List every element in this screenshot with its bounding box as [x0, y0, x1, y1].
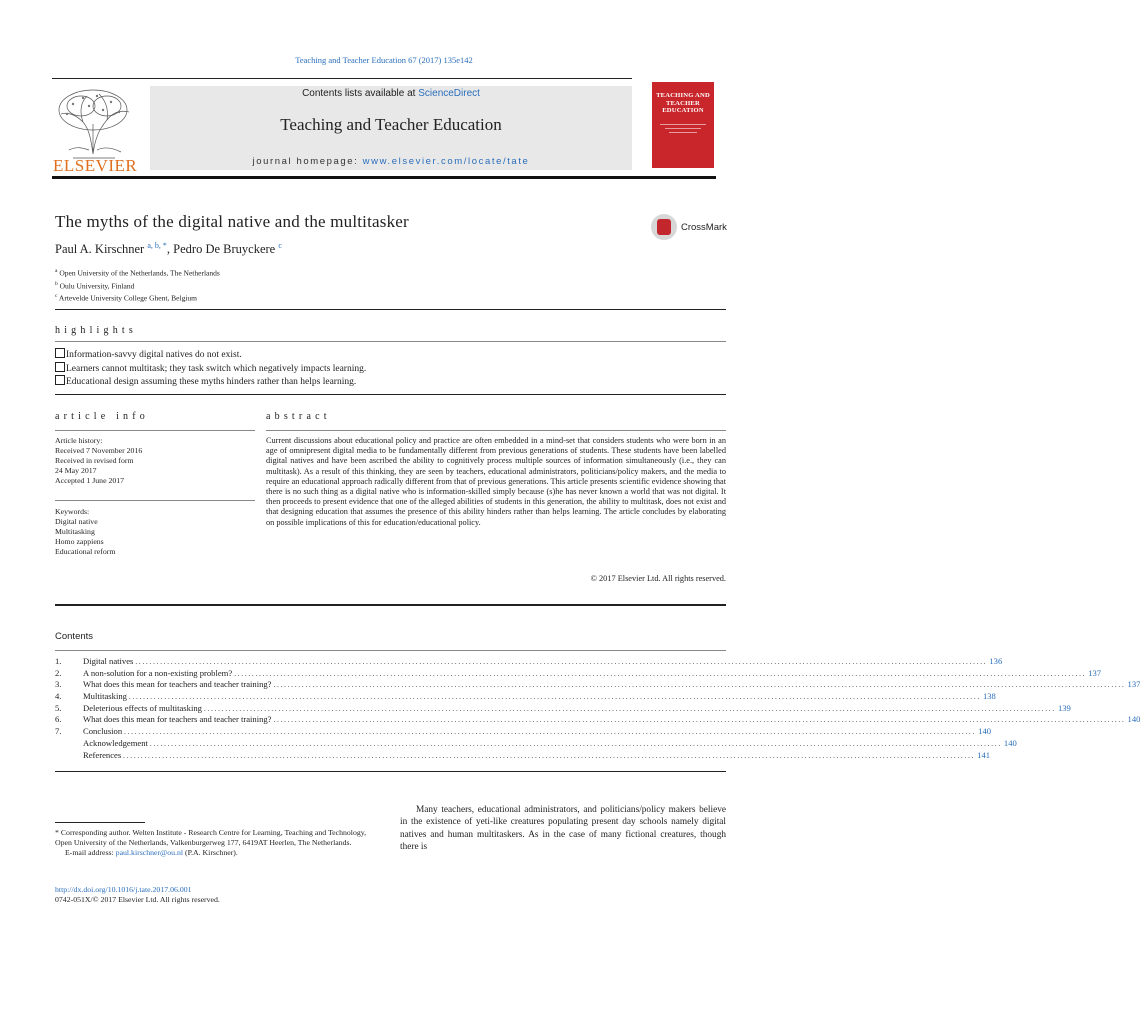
history-item: Received in revised form: [55, 456, 134, 465]
keyword: Digital native: [55, 517, 98, 526]
masthead-top-rule: [52, 78, 632, 79]
author-line: [55, 241, 282, 257]
abstract-heading: abstract: [266, 411, 331, 422]
keywords-rule: [55, 500, 255, 501]
toc-page-link[interactable]: 141: [977, 749, 991, 760]
footnote: [55, 828, 380, 858]
history-item: Received 7 November 2016: [55, 446, 143, 455]
article-info: [55, 436, 255, 557]
highlights-bottom-rule: [55, 394, 726, 395]
homepage-link[interactable]: www.elsevier.com/locate/tate: [362, 156, 530, 167]
affiliation: $^c$ Artevelde University College Ghent, Belgium: [55, 293, 198, 303]
contents-top-rule: [55, 650, 726, 651]
affiliations: [55, 266, 220, 304]
toc-page-link[interactable]: 140: [978, 726, 992, 737]
footnote-rule: [55, 822, 145, 823]
history-label: Article history:: [55, 436, 103, 445]
contents-bottom-rule: [55, 771, 726, 772]
toc-entry[interactable]: 4. Multitasking ................................................................................................................................................................................................................................................ 138: [55, 691, 996, 702]
abstract-bottom-rule: [55, 604, 726, 606]
toc-page-link[interactable]: 139: [1057, 702, 1071, 713]
keyword: Homo zappiens: [55, 537, 104, 546]
journal-cover[interactable]: [652, 82, 714, 168]
crossmark-icon: [651, 214, 677, 240]
abstract-copyright: © 2017 Elsevier Ltd. All rights reserved.: [590, 574, 726, 583]
author-name: Pedro De Bruyckere: [173, 242, 276, 257]
doi-block: [55, 885, 220, 905]
toc-entry[interactable]: Acknowledgement ................................................................................................................................................................................................................................................ 140: [83, 737, 1017, 748]
toc-entry[interactable]: 1. Digital natives ................................................................................................................................................................................................................................................ 136: [55, 656, 1003, 666]
author-marks[interactable]: a, b, *: [147, 241, 167, 250]
email-line: E-mail address: paul.kirschner@ou.nl (P.A. Kirschner).: [65, 848, 238, 857]
toc-entry[interactable]: 6. What does this mean for teachers and teacher training? ................................................................................................................................................................................................................................................ 140: [55, 714, 1140, 725]
contents-available-line: Contents lists available at ScienceDirect: [302, 88, 480, 99]
table-of-contents: [55, 656, 1140, 761]
cover-subtitle-lines: [660, 124, 706, 136]
bullet-icon: [55, 375, 65, 385]
journal-homepage: journal homepage: www.elsevier.com/locate/tate: [252, 156, 530, 167]
affiliation: $^b$ Oulu University, Finland: [55, 280, 135, 290]
cover-title: TEACHING AND TEACHER EDUCATION: [656, 92, 710, 114]
toc-entry[interactable]: References ................................................................................................................................................................................................................................................ 141: [83, 749, 991, 760]
info-rule: [55, 430, 255, 431]
crossmark-button[interactable]: [651, 214, 726, 244]
abstract-rule: [266, 430, 726, 431]
doi-link[interactable]: http://dx.doi.org/10.1016/j.tate.2017.06.001: [55, 885, 192, 894]
crossmark-label: CrossMark: [681, 222, 727, 233]
toc-entry[interactable]: 7. Conclusion ................................................................................................................................................................................................................................................ 140: [55, 726, 992, 737]
highlights-heading: highlights: [55, 325, 138, 336]
keyword: Multitasking: [55, 527, 95, 536]
history-item: Accepted 1 June 2017: [55, 476, 125, 485]
publisher-wordmark: ELSEVIER: [53, 156, 138, 175]
email-link[interactable]: paul.kirschner@ou.nl: [115, 848, 184, 857]
toc-entry[interactable]: 3. What does this mean for teachers and teacher training? ................................................................................................................................................................................................................................................ 137: [55, 679, 1140, 690]
toc-page-link[interactable]: 136: [989, 656, 1003, 666]
journal-reference[interactable]: Teaching and Teacher Education 67 (2017) 135e142: [295, 55, 473, 65]
highlight-item: Information-savvy digital natives do not exist.: [55, 348, 366, 362]
masthead-bottom-rule: [52, 176, 716, 179]
keywords-label: Keywords:: [55, 507, 90, 516]
toc-entry[interactable]: 5. Deleterious effects of multitasking ................................................................................................................................................................................................................................................ 139: [55, 702, 1071, 713]
toc-page-link[interactable]: 137: [1127, 679, 1140, 690]
history-item: 24 May 2017: [55, 466, 97, 475]
body-intro-paragraph: Many teachers, educational administrators, and politicians/policy makers believe in the existence of yeti-like creatures populating present day schools namely digital natives and human multitaskers. As in the case of many fictional creatures, though there is: [400, 805, 726, 852]
toc-page-link[interactable]: 137: [1088, 667, 1102, 678]
highlights-sub-rule: [55, 341, 726, 342]
author-marks[interactable]: c: [278, 241, 282, 250]
article-info-heading: article info: [55, 411, 149, 422]
author-separator: ,: [166, 242, 174, 257]
keyword: Educational reform: [55, 547, 116, 556]
sciencedirect-link[interactable]: ScienceDirect: [418, 88, 480, 99]
issn-line: 0742-051X/© 2017 Elsevier Ltd. All rights reserved.: [55, 895, 220, 904]
abstract-text: Current discussions about educational policy and practice are often embedded in a mind-set that considers students who were born in an age of omnipresent digital media to be fundamentally different from previous generations of students. These students have been labelled digital natives and have been ascribed the ability to cognitively process multiple sources of information simultaneously (i.e., they can multitask). As a result of this thinking, they are seen by teachers, educational administrators, politicians/policy makers, and the media to require an educational approach radically different from that of previous generations. This article presents scientific evidence showing that there is no such thing as a digital native who is information-skilled simply because (s)he has never known a world that was not digital. It then proceeds to present evidence that one of the alleged abilities of students in this generation, the ability to multitask, does not exist and that designing education that assumes the presence of this ability hinders rather than helps learning. The article concludes by elaborating on possible implications of this for education/educational policy.: [266, 436, 726, 527]
highlight-item: Learners cannot multitask; they task switch which negatively impacts learning.: [55, 362, 366, 376]
contents-heading: Contents: [55, 631, 94, 642]
affiliation: $^a$ Open University of the Netherlands, The Netherlands: [55, 268, 220, 278]
journal-title: Teaching and Teacher Education: [280, 115, 502, 134]
toc-entry[interactable]: 2. A non-solution for a non-existing problem? ................................................................................................................................................................................................................................................ 137: [55, 667, 1102, 678]
article-title: The myths of the digital native and the multitasker: [55, 212, 409, 231]
corresponding-author-note: * Corresponding author. Welten Institute - Research Centre for Learning, Teaching and Technology, Open University of the Netherlands, Valkenburgerweg 177, 6419AT Heerlen, The Netherlands.: [55, 828, 367, 847]
toc-page-link[interactable]: 138: [982, 691, 996, 702]
highlights-list: [55, 348, 366, 389]
bullet-icon: [55, 362, 65, 372]
bullet-icon: [55, 348, 65, 358]
author-name: Paul A. Kirschner: [55, 242, 145, 257]
highlights-top-rule: [55, 309, 726, 310]
toc-page-link[interactable]: 140: [1003, 737, 1017, 748]
toc-page-link[interactable]: 140: [1127, 714, 1140, 725]
highlight-item: Educational design assuming these myths hinders rather than helps learning.: [55, 375, 366, 389]
